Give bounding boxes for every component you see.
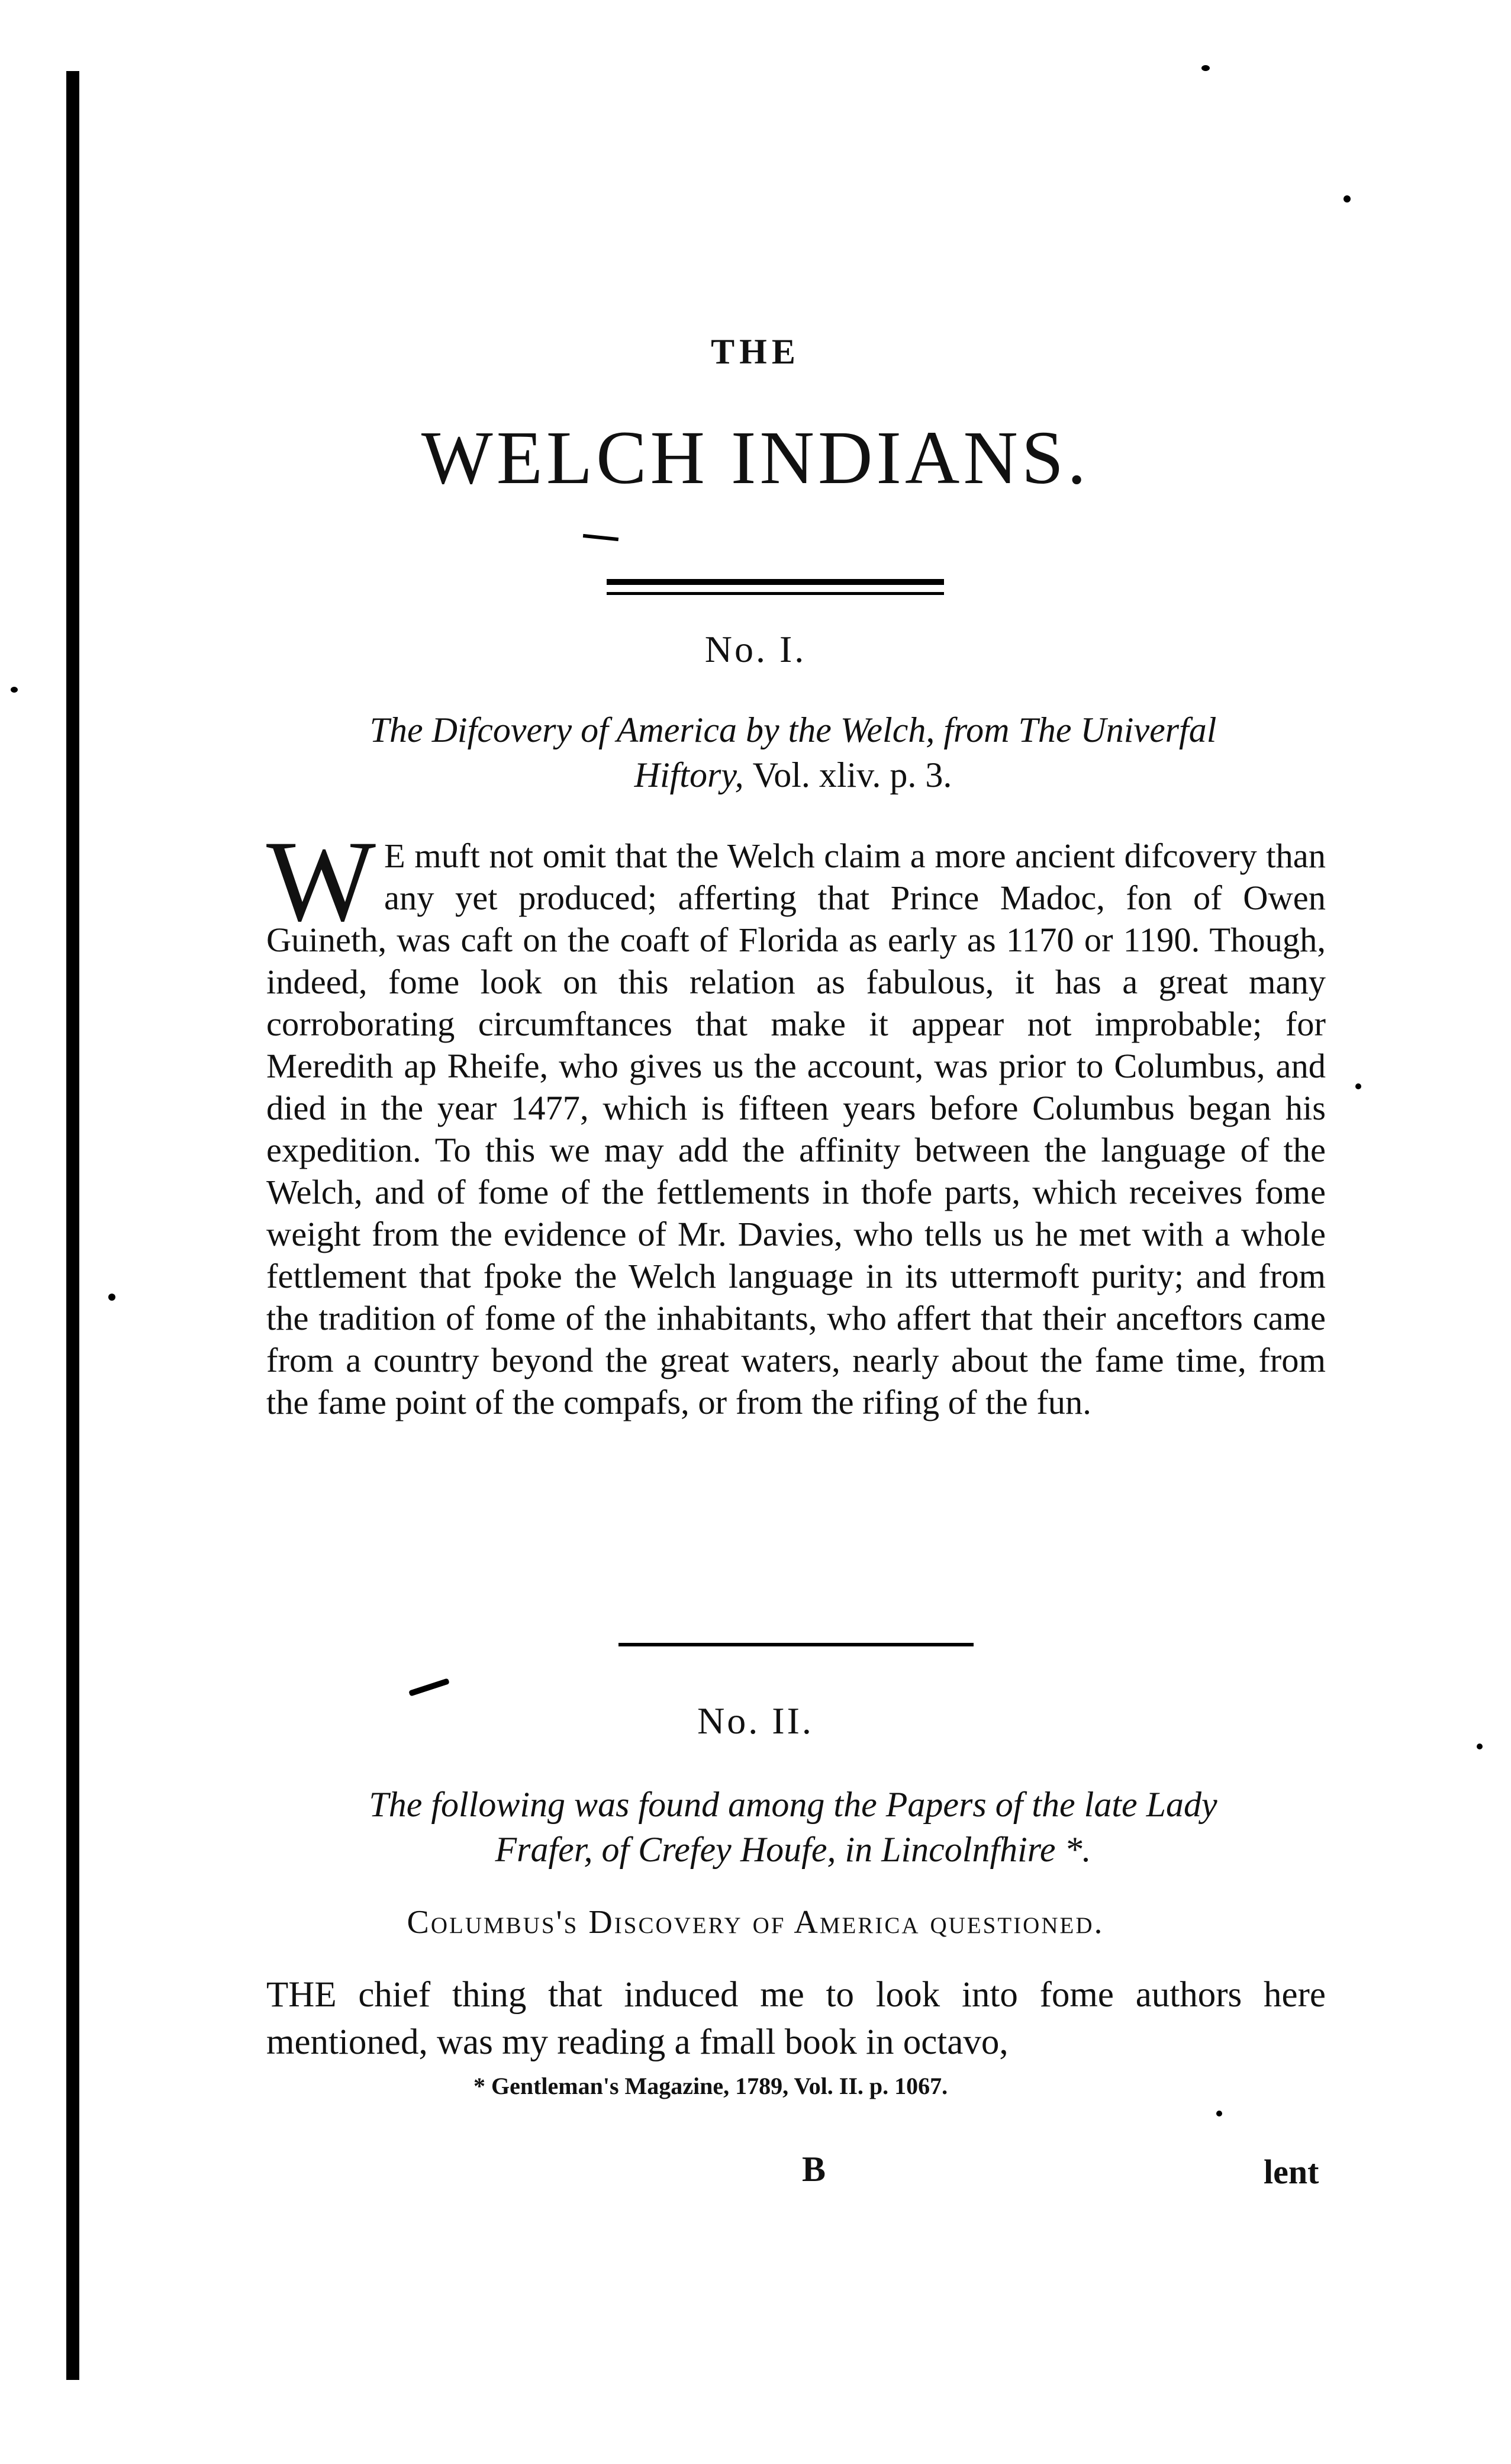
section-number-1: No. I. bbox=[704, 628, 807, 670]
section-2-paragraph: THE chief thing that induced me to look into fome authors here mentioned, was my reading a fmall book in octavo, bbox=[266, 1975, 1326, 2062]
ink-speck bbox=[1201, 65, 1210, 71]
ink-mark bbox=[408, 1678, 450, 1696]
double-rule-top bbox=[607, 579, 944, 585]
catchword: lent bbox=[1264, 2153, 1319, 2191]
section-number-2: No. II. bbox=[697, 1700, 814, 1742]
ornament-dash bbox=[583, 534, 618, 541]
ink-speck bbox=[1477, 1744, 1483, 1749]
double-rule-bottom bbox=[607, 592, 944, 595]
ink-speck bbox=[11, 687, 18, 693]
ink-speck bbox=[1344, 195, 1351, 202]
section-1-subtitle-line1: The Difcovery of America by the Welch, from The Univerfal bbox=[369, 710, 1217, 750]
section-divider bbox=[618, 1643, 974, 1646]
section-1-paragraph: E muft not omit that the Welch claim a more ancient difcovery than any yet produced; afferting that Prince Madoc, fon of Owen Guineth, was caft on the coaft of Florida as early as 1170 or 1190. Though, indeed, fome look on this relation as fabulous, it has a great many corroborating circumftances that make it appear not improbable; for Meredith ap Rheife, who gives us the account, was prior to Columbus, and died in the year 1477, which is fifteen years before Columbus began his expedition. To this we may add the affinity between the language of the Welch, and of fome of the fettlements in thofe parts, which receives fome weight from the evidence of Mr. Davies, who tells us he met with a whole fettlement that fpoke the Welch language in its uttermoft purity; and from the tradition of fome of the inhabitants, who affert that their anceftors came from a country beyond the great waters, nearly about the fame time, from the fame point of the compafs, or from the rifing of the fun. bbox=[266, 837, 1326, 1421]
footnote: * Gentleman's Magazine, 1789, Vol. II. p. 1067. bbox=[473, 2073, 948, 2099]
section-1-subtitle-citation: Vol. xliv. p. 3. bbox=[752, 755, 952, 794]
section-1-subtitle-source: Hiftory, bbox=[634, 755, 744, 794]
section-2-subtitle bbox=[249, 1782, 1338, 1872]
section-1-body bbox=[266, 817, 1326, 1423]
signature-mark: B bbox=[802, 2150, 826, 2189]
page-title: WELCH INDIANS. bbox=[421, 416, 1090, 500]
ink-speck bbox=[1355, 1083, 1361, 1089]
drop-cap: W bbox=[266, 817, 376, 945]
section-2-subtitle-line2: Frafer, of Crefey Houfe, in Lincolnfhire *. bbox=[495, 1830, 1091, 1869]
ink-speck bbox=[1216, 2111, 1222, 2116]
section-2-heading: Columbus's Discovery of America questioned. bbox=[407, 1904, 1104, 1941]
section-1-subtitle bbox=[249, 707, 1338, 797]
section-2-subtitle-line1: The following was found among the Papers of the late Lady bbox=[369, 1785, 1217, 1824]
section-1-subtitle-line2 bbox=[249, 752, 1338, 797]
ink-speck bbox=[108, 1294, 115, 1301]
title-prefix: THE bbox=[711, 332, 800, 371]
